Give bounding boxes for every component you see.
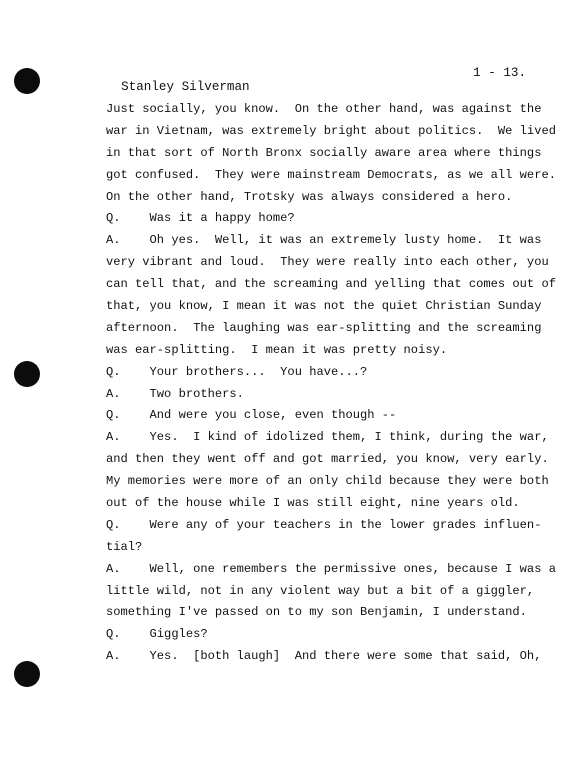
transcript-line: On the other hand, Trotsky was always considered a hero. xyxy=(106,189,513,204)
transcript-line: war in Vietnam, was extremely bright about politics. We lived xyxy=(106,123,556,138)
answer-line: A. Yes. [both laugh] And there were some that said, Oh, xyxy=(106,649,542,664)
answer-line: A. Yes. I kind of idolized them, I think, during the war, xyxy=(106,430,549,445)
transcript-line: was ear-splitting. I mean it was pretty noisy. xyxy=(106,342,448,357)
transcript-line: tial? xyxy=(106,539,143,554)
transcript-line: can tell that, and the screaming and yelling that comes out of xyxy=(106,277,556,292)
transcript-line: and then they went off and got married, you know, very early. xyxy=(106,452,549,467)
binder-hole-top xyxy=(14,68,40,94)
answer-line: A. Two brothers. xyxy=(106,386,244,401)
question-line: Q. Were any of your teachers in the lower grades influen- xyxy=(106,517,542,532)
transcript-line: something I've passed on to my son Benjamin, I understand. xyxy=(106,605,527,620)
transcript-line: out of the house while I was still eight, nine years old. xyxy=(106,496,520,511)
question-line: Q. Giggles? xyxy=(106,627,208,642)
question-line: Q. Was it a happy home? xyxy=(106,211,295,226)
transcript-line: Just socially, you know. On the other hand, was against the xyxy=(106,102,542,116)
transcript-line: in that sort of North Bronx socially aware area where things xyxy=(106,145,542,160)
transcript-line: afternoon. The laughing was ear-splitting and the screaming xyxy=(106,320,542,335)
answer-line: A. Oh yes. Well, it was an extremely lusty home. It was xyxy=(106,233,542,248)
transcript-body xyxy=(106,99,556,668)
transcript-line: that, you know, I mean it was not the quiet Christian Sunday xyxy=(106,299,542,314)
transcript-line: My memories were more of an only child because they were both xyxy=(106,474,549,489)
binder-hole-bottom xyxy=(14,661,40,687)
transcript-line: got confused. They were mainstream Democrats, as we all were. xyxy=(106,167,556,182)
answer-line: A. Well, one remembers the permissive ones, because I was a xyxy=(106,561,556,576)
question-line: Q. And were you close, even though -- xyxy=(106,408,397,423)
transcript-line: very vibrant and loud. They were really into each other, you xyxy=(106,255,549,270)
interviewee-name: Stanley Silverman xyxy=(121,80,250,94)
binder-hole-middle xyxy=(14,361,40,387)
question-line: Q. Your brothers... You have...? xyxy=(106,364,368,379)
page-number: 1 - 13. xyxy=(473,66,526,80)
transcript-line: little wild, not in any violent way but a bit of a giggler, xyxy=(106,583,535,598)
